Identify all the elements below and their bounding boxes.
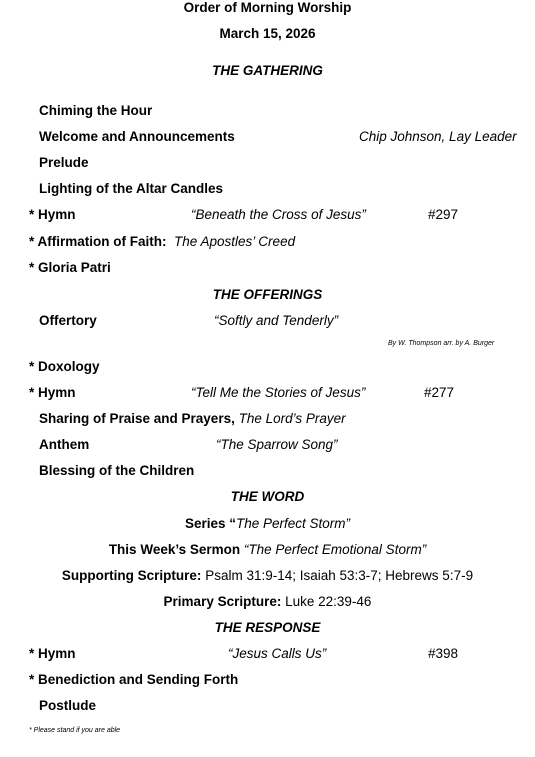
hymn-number-2: #277 — [424, 385, 455, 400]
sermon-title-line — [0, 542, 535, 558]
primary-text: Luke 22:39-46 — [285, 594, 372, 609]
supporting-text: Psalm 31:9-14; Isaiah 53:3-7; Hebrews 5:7-9 — [205, 568, 474, 583]
series-label: Series “ — [184, 516, 236, 531]
affirmation-text: The Apostles’ Creed — [174, 234, 296, 249]
sermon-series — [0, 516, 535, 532]
series-title: The Perfect Storm” — [236, 516, 351, 531]
benediction-item: * Benediction and Sending Forth — [29, 672, 239, 687]
hymn-marker-1: * Hymn — [29, 207, 76, 222]
anthem-item: Anthem — [39, 437, 90, 452]
chiming-the-hour: Chiming the Hour — [39, 103, 153, 118]
supporting-label: Supporting Scripture: — [61, 568, 202, 583]
hymn-title-1: “Beneath the Cross of Jesus” — [191, 207, 366, 222]
supporting-scripture — [0, 568, 535, 584]
anthem-title: “The Sparrow Song” — [216, 437, 338, 452]
hymn-number-3: #398 — [428, 646, 459, 661]
welcome-item: Welcome and Announcements — [39, 129, 235, 144]
hymn-marker-2: * Hymn — [29, 385, 76, 400]
sharing-text: The Lord’s Prayer — [238, 411, 346, 426]
standing-footnote: * Please stand if you are able — [29, 727, 121, 734]
hymn-title-3: “Jesus Calls Us” — [228, 646, 327, 661]
sermon-label: This Week’s Sermon — [108, 542, 241, 557]
prelude-item: Prelude — [39, 155, 89, 170]
offertory-credit: By W. Thompson arr. by A. Burger — [388, 340, 495, 347]
doxology-item: * Doxology — [29, 359, 100, 374]
welcome-leader: Chip Johnson, Lay Leader — [359, 129, 517, 144]
altar-candles-item: Lighting of the Altar Candles — [39, 181, 223, 196]
section-heading-word: THE WORD — [230, 489, 305, 504]
primary-label: Primary Scripture: — [163, 594, 282, 609]
affirmation-of-faith — [29, 234, 295, 250]
section-heading-offerings: THE OFFERINGS — [212, 287, 323, 302]
sharing-of-praise — [39, 411, 346, 427]
hymn-title-2: “Tell Me the Stories of Jesus” — [191, 385, 366, 400]
hymn-number-1: #297 — [428, 207, 459, 222]
blessing-of-children: Blessing of the Children — [39, 463, 195, 478]
service-date: March 15, 2026 — [219, 26, 316, 41]
postlude-item: Postlude — [39, 698, 97, 713]
affirmation-label: * Affirmation of Faith: — [29, 234, 167, 249]
offertory-title: “Softly and Tenderly” — [214, 313, 339, 328]
offertory-item: Offertory — [39, 313, 97, 328]
section-heading-gathering: THE GATHERING — [212, 63, 323, 78]
sermon-title: “The Perfect Emotional Storm” — [243, 542, 427, 557]
section-heading-response: THE RESPONSE — [214, 620, 321, 635]
bulletin-title: Order of Morning Worship — [183, 0, 352, 15]
hymn-marker-3: * Hymn — [29, 646, 76, 661]
sharing-label: Sharing of Praise and Prayers, — [39, 411, 235, 426]
gloria-patri: * Gloria Patri — [29, 260, 111, 275]
primary-scripture — [0, 594, 535, 610]
